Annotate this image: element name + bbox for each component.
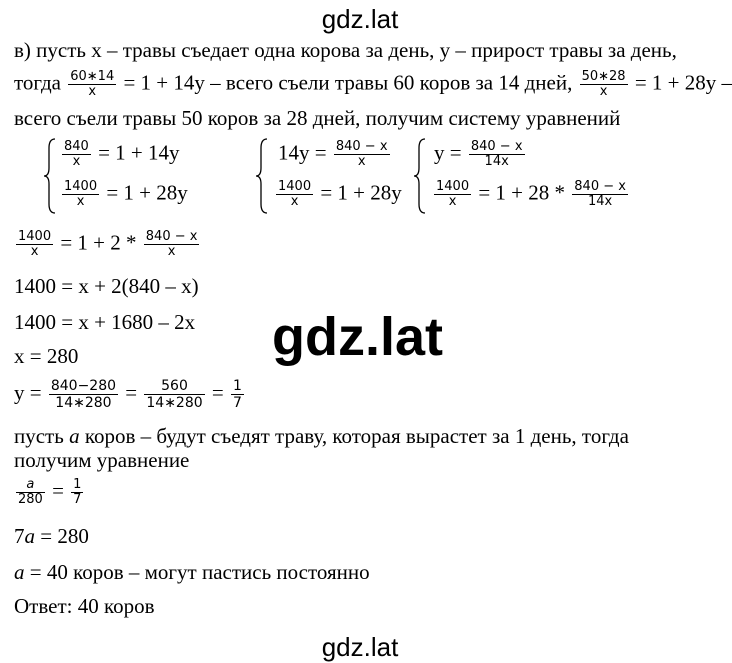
fraction <box>71 478 83 507</box>
row-rest: = 1 + 28y <box>106 180 188 205</box>
system-2-row-2 <box>274 180 402 209</box>
fraction-numerator: 1 <box>73 477 82 492</box>
equals-sign: = <box>52 478 64 503</box>
equation-a-40 <box>14 560 370 584</box>
equals-sign: = <box>125 380 138 405</box>
fraction-denominator: x <box>448 194 457 209</box>
equation-system-3 <box>414 138 634 218</box>
row-rest: = 1 + 14y <box>98 140 180 165</box>
fraction-numerator: 840 − x <box>470 139 523 154</box>
step-1-mid: = 1 + 2 * <box>60 230 137 255</box>
fraction-denominator: x <box>88 84 97 99</box>
left-brace-icon <box>414 138 426 214</box>
fraction-denominator: x <box>76 194 85 209</box>
fraction-denominator: 14x <box>587 194 613 209</box>
fraction-numerator: 1400 <box>278 179 312 194</box>
fraction-denominator: 14∗280 <box>146 395 203 411</box>
fraction-numerator: 840 − x <box>145 229 198 244</box>
intro-line-1: в) пусть x – травы съедает одна корова за день, y – прирост травы за день, <box>14 38 677 62</box>
fraction-denominator: 14∗280 <box>55 395 112 411</box>
equation-7a <box>14 524 89 548</box>
fraction <box>144 230 200 259</box>
fraction-numerator: 1 <box>233 378 242 394</box>
row-lead: 14y = <box>278 140 327 165</box>
watermark-top: gdz.lat <box>321 4 399 34</box>
intro-text-a: тогда <box>14 70 61 95</box>
fraction-numerator: 50∗28 <box>581 69 626 84</box>
step-5-lead: y = <box>14 380 42 405</box>
fraction-60x14 <box>68 70 116 99</box>
system-1-row-2 <box>60 180 188 209</box>
fraction <box>469 140 525 169</box>
fraction-numerator: 840 − x <box>574 179 626 194</box>
equation-a-280 <box>14 478 85 507</box>
fraction-numerator: 60∗14 <box>70 69 115 84</box>
variable-a: a <box>14 560 25 584</box>
fraction-numerator: 1400 <box>436 179 470 194</box>
equals-sign: = <box>211 380 224 405</box>
fraction-50x28 <box>580 70 628 99</box>
fraction-denominator: 280 <box>18 492 43 507</box>
step-5 <box>14 378 246 411</box>
fraction <box>231 378 244 411</box>
row-lead: y = <box>434 140 462 165</box>
fraction-numerator: 840−280 <box>50 378 117 394</box>
fraction-numerator: a <box>16 478 45 493</box>
fraction-numerator: 840 <box>64 139 89 154</box>
system-1-row-1 <box>60 140 180 169</box>
part2-line-1 <box>14 424 629 448</box>
watermark-middle: gdz.lat <box>272 307 443 367</box>
row-mid: = 1 + 28 * <box>478 180 566 205</box>
fraction-denominator: x <box>357 154 366 169</box>
eq3-rest: = 40 коров – могут пастись постоянно <box>24 560 370 584</box>
eq2-lead: 7 <box>14 524 25 548</box>
intro-line-2 <box>14 70 732 99</box>
fraction-numerator: 560 <box>144 378 204 395</box>
intro-line-3: всего съели травы 50 коров за 28 дней, получим систему уравнений <box>14 106 621 130</box>
variable-a: a <box>69 424 80 448</box>
fraction <box>62 180 99 209</box>
fraction <box>434 180 471 209</box>
step-2: 1400 = x + 2(840 – x) <box>14 274 199 298</box>
step-3: 1400 = x + 1680 – 2x <box>14 310 196 334</box>
eq2-rest: = 280 <box>35 524 89 548</box>
row-rest: = 1 + 28y <box>320 180 402 205</box>
system-2-row-1 <box>278 140 392 169</box>
fraction <box>62 140 91 169</box>
fraction <box>16 478 45 507</box>
fraction-denominator: 7 <box>233 395 242 411</box>
fraction-denominator: x <box>167 244 176 259</box>
fraction-denominator: 14x <box>484 154 509 169</box>
fraction-numerator: 1400 <box>18 229 52 244</box>
fraction <box>334 140 390 169</box>
fraction <box>16 230 53 259</box>
fraction-numerator: 840 − x <box>335 139 388 154</box>
equation-system-2 <box>256 138 416 218</box>
fraction-denominator: x <box>72 154 81 169</box>
variable-a: a <box>24 524 35 548</box>
system-3-row-1 <box>434 140 527 169</box>
answer: Ответ: 40 коров <box>14 594 155 618</box>
fraction <box>572 180 628 209</box>
part2-rest: коров – будут съедят траву, которая вырастет за 1 день, тогда <box>79 424 629 448</box>
intro-text-b: = 1 + 14y – всего съели травы 60 коров за 14 дней, <box>123 70 573 95</box>
left-brace-icon <box>256 138 268 214</box>
fraction <box>144 378 204 411</box>
fraction-denominator: 7 <box>73 492 82 507</box>
part2-line-2: получим уравнение <box>14 448 190 472</box>
step-4: x = 280 <box>14 344 79 368</box>
step-1 <box>14 230 201 259</box>
watermark-bottom: gdz.lat <box>321 632 399 662</box>
left-brace-icon <box>44 138 56 214</box>
fraction-denominator: x <box>30 244 39 259</box>
fraction-numerator: 1400 <box>64 179 98 194</box>
fraction <box>276 180 313 209</box>
fraction-denominator: x <box>599 84 608 99</box>
equation-system-1 <box>44 138 244 218</box>
part2-lead: пусть <box>14 424 70 448</box>
intro-text-c: = 1 + 28y – <box>634 70 732 95</box>
fraction-denominator: x <box>290 194 299 209</box>
system-3-row-2 <box>432 180 630 209</box>
fraction <box>49 378 118 411</box>
